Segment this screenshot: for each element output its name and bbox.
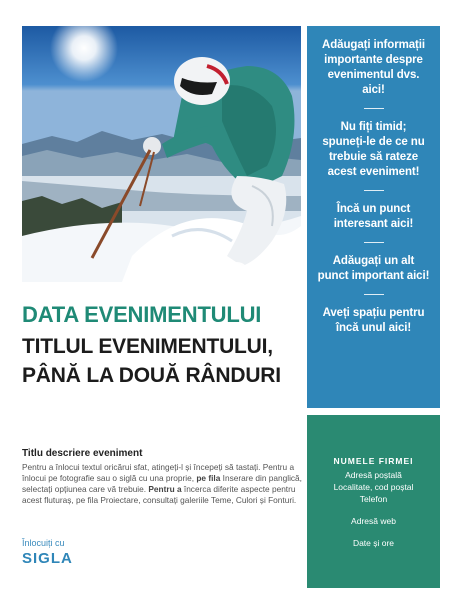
company-info-box: [307, 415, 440, 588]
event-title[interactable]: TITLUL EVENIMENTULUI, PÂNĂ LA DOUĂ RÂNDURI: [22, 335, 281, 387]
tip-2[interactable]: Nu fiți timid; spuneți-le de ce nu trebuie să rateze acest eveniment!: [322, 121, 425, 178]
description-body[interactable]: [22, 462, 304, 506]
logo-caption[interactable]: Înlocuiți cu: [22, 538, 65, 548]
skier-photo: [22, 26, 301, 282]
description-text: Pentru a înlocui textul oricărui sfat, atingeți-l și începeți să tastați. Pentru a înlocui pe fotografie sau o siglă cu una proprie,: [22, 462, 295, 483]
company-city[interactable]: Localitate, cod poștal: [333, 482, 414, 492]
description-text-bold: pe fila: [196, 473, 221, 483]
logo-placeholder[interactable]: SIGLA: [22, 550, 73, 567]
description-text-bold: Pentru a: [148, 484, 182, 494]
event-date[interactable]: DATA EVENIMENTULUI: [22, 302, 262, 327]
tip-divider: [364, 108, 384, 109]
description-text: încerca diferite aspecte pentru acest fluturaș, pe fila Proiectare, consultați galeriile Teme, Culori și Fonturi.: [22, 484, 297, 505]
tip-divider: [364, 294, 384, 295]
tip-4[interactable]: Adăugați un alt punct important aici!: [317, 255, 430, 282]
company-web[interactable]: Adresă web: [351, 516, 396, 526]
tip-3[interactable]: Încă un punct interesant aici!: [333, 203, 414, 230]
tip-divider: [364, 190, 384, 191]
company-name[interactable]: NUMELE FIRMEI: [333, 456, 414, 466]
company-address[interactable]: Adresă poștală: [345, 470, 402, 480]
tips-sidebar: [307, 26, 440, 408]
tip-divider: [364, 242, 384, 243]
tip-1[interactable]: Adăugați informații importante despre evenimentul dvs. aici!: [322, 39, 425, 96]
description-title[interactable]: Titlu descriere eveniment: [22, 448, 143, 459]
description-text: Inserare din panglică, selectați opțiunea care vă trebuie.: [22, 473, 302, 494]
skier-illustration: [22, 26, 301, 282]
company-datetime[interactable]: Date și ore: [352, 538, 395, 548]
tip-5[interactable]: Aveți spațiu pentru încă unul aici!: [322, 307, 425, 334]
company-phone[interactable]: Telefon: [359, 494, 388, 504]
